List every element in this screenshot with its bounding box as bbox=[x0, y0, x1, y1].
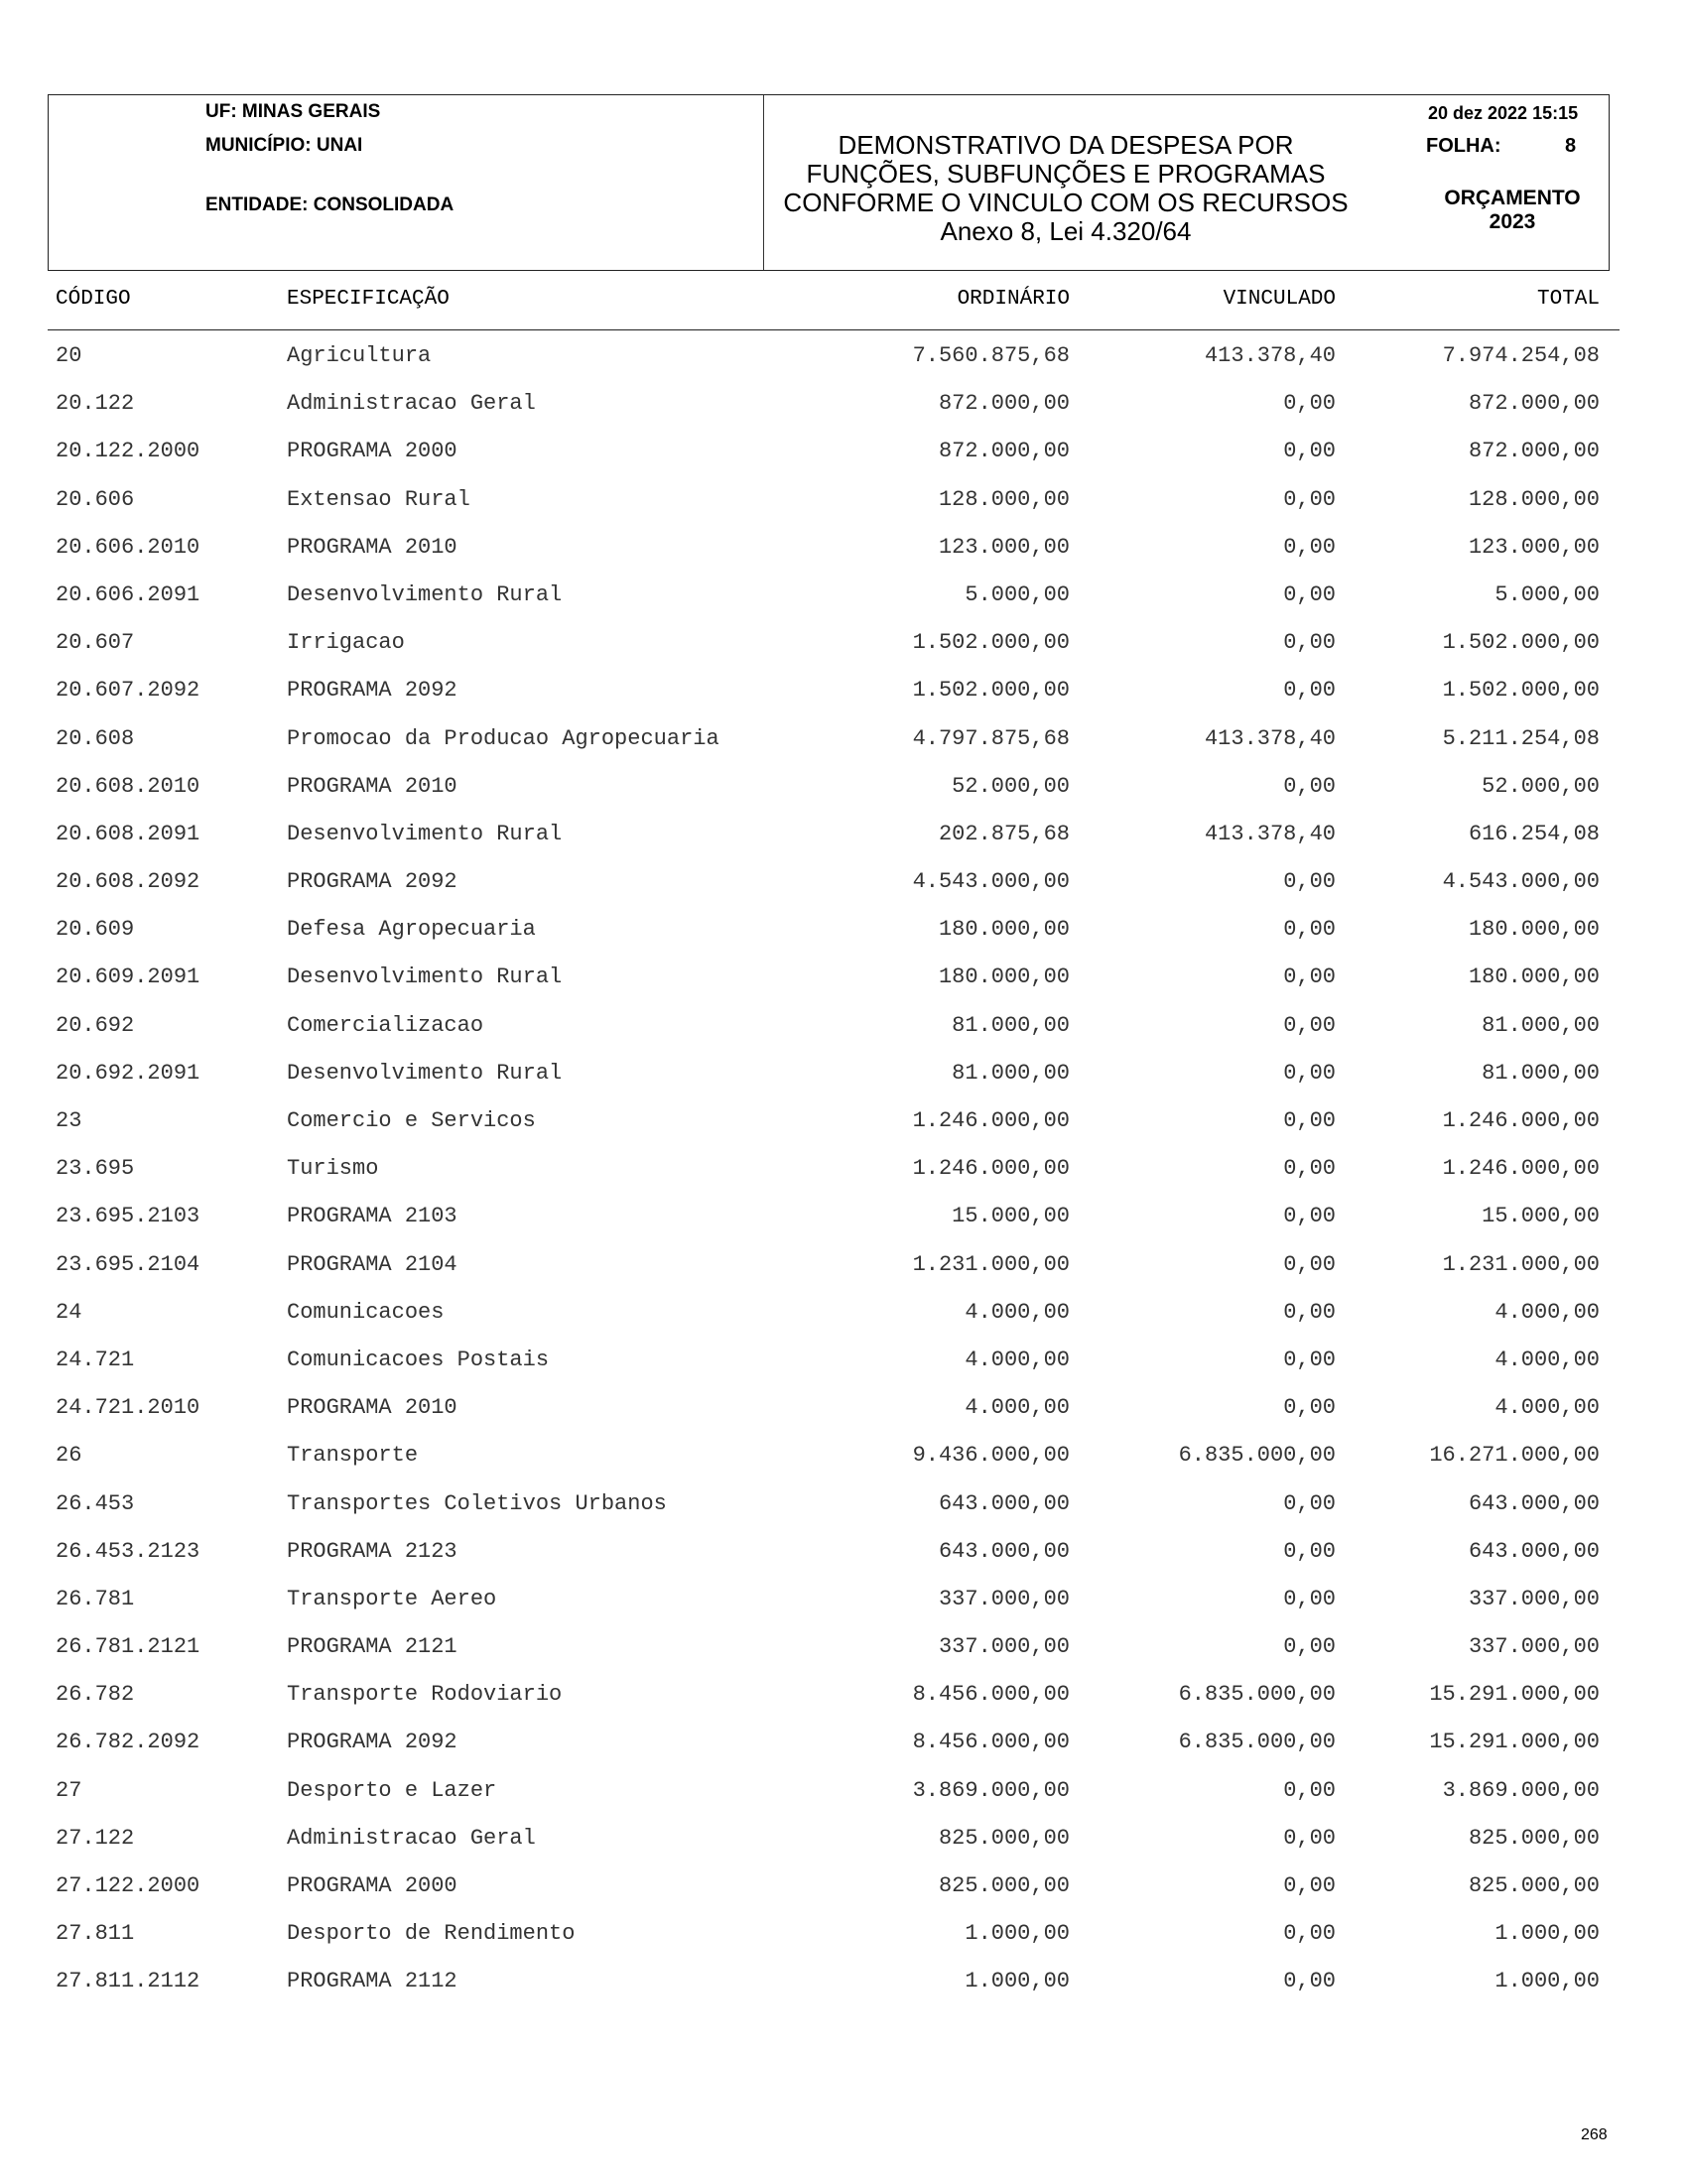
cell-codigo: 20.606.2010 bbox=[56, 534, 200, 560]
cell-ordinario: 81.000,00 bbox=[952, 1012, 1070, 1038]
cell-codigo: 20.607 bbox=[56, 630, 135, 656]
cell-total: 81.000,00 bbox=[1482, 1012, 1600, 1038]
cell-ordinario: 4.543.000,00 bbox=[912, 869, 1070, 895]
report-header-box bbox=[48, 94, 1610, 271]
table-row bbox=[0, 1150, 1688, 1198]
cell-codigo: 26.453 bbox=[56, 1490, 135, 1516]
cell-codigo: 23.695.2103 bbox=[56, 1204, 200, 1229]
table-row bbox=[0, 1772, 1688, 1820]
cell-total: 1.246.000,00 bbox=[1442, 1156, 1600, 1182]
cell-codigo: 20 bbox=[56, 343, 82, 368]
cell-especificacao: PROGRAMA 2103 bbox=[287, 1204, 457, 1229]
table-body bbox=[0, 337, 1688, 2011]
cell-codigo: 27.811 bbox=[56, 1921, 135, 1947]
cell-ordinario: 52.000,00 bbox=[952, 773, 1070, 799]
cell-especificacao: Turismo bbox=[287, 1156, 379, 1182]
cell-ordinario: 337.000,00 bbox=[938, 1634, 1070, 1660]
cell-ordinario: 643.000,00 bbox=[938, 1490, 1070, 1516]
cell-vinculado: 0,00 bbox=[1283, 1012, 1336, 1038]
cell-especificacao: Transporte Aereo bbox=[287, 1586, 497, 1611]
table-row bbox=[0, 1485, 1688, 1533]
cell-vinculado: 0,00 bbox=[1283, 534, 1336, 560]
cell-especificacao: Administracao Geral bbox=[287, 1825, 536, 1851]
cell-vinculado: 0,00 bbox=[1283, 630, 1336, 656]
cell-total: 825.000,00 bbox=[1468, 1873, 1600, 1898]
cell-codigo: 20.692.2091 bbox=[56, 1060, 200, 1086]
cell-especificacao: Desporto e Lazer bbox=[287, 1777, 497, 1803]
cell-ordinario: 202.875,68 bbox=[938, 821, 1070, 846]
cell-codigo: 20.122 bbox=[56, 391, 135, 417]
orcamento-label: ORÇAMENTO bbox=[1444, 187, 1581, 209]
table-row bbox=[0, 1963, 1688, 2010]
cell-ordinario: 7.560.875,68 bbox=[912, 343, 1070, 368]
cell-vinculado: 0,00 bbox=[1283, 1921, 1336, 1947]
cell-vinculado: 413.378,40 bbox=[1204, 343, 1336, 368]
cell-ordinario: 872.000,00 bbox=[938, 439, 1070, 464]
cell-ordinario: 4.000,00 bbox=[965, 1395, 1070, 1421]
cell-ordinario: 1.502.000,00 bbox=[912, 630, 1070, 656]
cell-codigo: 20.608.2091 bbox=[56, 821, 200, 846]
cell-total: 16.271.000,00 bbox=[1429, 1443, 1600, 1469]
cell-ordinario: 1.502.000,00 bbox=[912, 678, 1070, 704]
cell-codigo: 26.782 bbox=[56, 1682, 135, 1708]
table-row bbox=[0, 863, 1688, 911]
cell-especificacao: Desenvolvimento Rural bbox=[287, 821, 563, 846]
cell-vinculado: 0,00 bbox=[1283, 1299, 1336, 1325]
cell-especificacao: Comunicacoes Postais bbox=[287, 1347, 550, 1372]
cell-ordinario: 3.869.000,00 bbox=[912, 1777, 1070, 1803]
cell-ordinario: 180.000,00 bbox=[938, 917, 1070, 943]
table-row bbox=[0, 1246, 1688, 1294]
cell-especificacao: Transporte Rodoviario bbox=[287, 1682, 563, 1708]
table-row bbox=[0, 1007, 1688, 1055]
cell-vinculado: 0,00 bbox=[1283, 581, 1336, 607]
cell-total: 337.000,00 bbox=[1468, 1634, 1600, 1660]
cell-ordinario: 128.000,00 bbox=[938, 486, 1070, 512]
table-row bbox=[0, 1342, 1688, 1389]
table-row bbox=[0, 433, 1688, 480]
header-rule bbox=[48, 329, 1620, 330]
cell-vinculado: 0,00 bbox=[1283, 1873, 1336, 1898]
cell-total: 1.502.000,00 bbox=[1442, 678, 1600, 704]
cell-codigo: 26.781.2121 bbox=[56, 1634, 200, 1660]
folha-label: FOLHA: bbox=[1426, 135, 1501, 157]
cell-vinculado: 0,00 bbox=[1283, 1395, 1336, 1421]
table-row bbox=[0, 1724, 1688, 1771]
cell-total: 616.254,08 bbox=[1468, 821, 1600, 846]
cell-ordinario: 1.231.000,00 bbox=[912, 1251, 1070, 1277]
cell-vinculado: 0,00 bbox=[1283, 1108, 1336, 1133]
title-line: Anexo 8, Lei 4.320/64 bbox=[940, 216, 1192, 246]
cell-codigo: 23 bbox=[56, 1108, 82, 1133]
table-row bbox=[0, 1389, 1688, 1437]
cell-ordinario: 337.000,00 bbox=[938, 1586, 1070, 1611]
table-row bbox=[0, 577, 1688, 624]
cell-especificacao: Transportes Coletivos Urbanos bbox=[287, 1490, 667, 1516]
cell-total: 1.502.000,00 bbox=[1442, 630, 1600, 656]
cell-ordinario: 5.000,00 bbox=[965, 581, 1070, 607]
cell-vinculado: 0,00 bbox=[1283, 1634, 1336, 1660]
cell-especificacao: Desenvolvimento Rural bbox=[287, 581, 563, 607]
cell-total: 643.000,00 bbox=[1468, 1490, 1600, 1516]
orcamento-block bbox=[1428, 187, 1597, 234]
cell-vinculado: 0,00 bbox=[1283, 964, 1336, 990]
cell-ordinario: 4.797.875,68 bbox=[912, 725, 1070, 751]
cell-total: 1.000,00 bbox=[1494, 1921, 1600, 1947]
cell-total: 5.000,00 bbox=[1494, 581, 1600, 607]
cell-vinculado: 0,00 bbox=[1283, 1969, 1336, 1994]
orcamento-year: 2023 bbox=[1489, 210, 1536, 233]
cell-codigo: 20.606.2091 bbox=[56, 581, 200, 607]
cell-codigo: 24 bbox=[56, 1299, 82, 1325]
cell-vinculado: 0,00 bbox=[1283, 1251, 1336, 1277]
cell-especificacao: PROGRAMA 2112 bbox=[287, 1969, 457, 1994]
table-row bbox=[0, 1628, 1688, 1676]
cell-vinculado: 0,00 bbox=[1283, 486, 1336, 512]
cell-especificacao: Irrigacao bbox=[287, 630, 405, 656]
cell-vinculado: 0,00 bbox=[1283, 1347, 1336, 1372]
cell-vinculado: 413.378,40 bbox=[1204, 821, 1336, 846]
cell-vinculado: 0,00 bbox=[1283, 1156, 1336, 1182]
uf-label: UF: MINAS GERAIS bbox=[205, 101, 381, 122]
table-row bbox=[0, 1533, 1688, 1581]
cell-ordinario: 15.000,00 bbox=[952, 1204, 1070, 1229]
cell-vinculado: 0,00 bbox=[1283, 678, 1336, 704]
cell-especificacao: PROGRAMA 2092 bbox=[287, 1730, 457, 1755]
cell-codigo: 26 bbox=[56, 1443, 82, 1469]
table-row bbox=[0, 1915, 1688, 1963]
cell-ordinario: 9.436.000,00 bbox=[912, 1443, 1070, 1469]
cell-total: 15.291.000,00 bbox=[1429, 1682, 1600, 1708]
cell-codigo: 20.608 bbox=[56, 725, 135, 751]
cell-especificacao: Administracao Geral bbox=[287, 391, 536, 417]
cell-total: 825.000,00 bbox=[1468, 1825, 1600, 1851]
cell-especificacao: PROGRAMA 2123 bbox=[287, 1538, 457, 1564]
page-number: 268 bbox=[1581, 2126, 1608, 2143]
cell-codigo: 26.782.2092 bbox=[56, 1730, 200, 1755]
table-row bbox=[0, 624, 1688, 672]
cell-codigo: 20.122.2000 bbox=[56, 439, 200, 464]
cell-especificacao: PROGRAMA 2010 bbox=[287, 534, 457, 560]
table-row bbox=[0, 1581, 1688, 1628]
title-line: DEMONSTRATIVO DA DESPESA POR bbox=[838, 130, 1294, 160]
cell-vinculado: 0,00 bbox=[1283, 917, 1336, 943]
cell-especificacao: PROGRAMA 2121 bbox=[287, 1634, 457, 1660]
cell-total: 643.000,00 bbox=[1468, 1538, 1600, 1564]
cell-ordinario: 8.456.000,00 bbox=[912, 1730, 1070, 1755]
cell-especificacao: Comercio e Servicos bbox=[287, 1108, 536, 1133]
cell-ordinario: 123.000,00 bbox=[938, 534, 1070, 560]
table-row bbox=[0, 672, 1688, 719]
cell-total: 1.231.000,00 bbox=[1442, 1251, 1600, 1277]
cell-ordinario: 825.000,00 bbox=[938, 1825, 1070, 1851]
cell-especificacao: Agricultura bbox=[287, 343, 432, 368]
table-row bbox=[0, 1820, 1688, 1867]
cell-codigo: 23.695.2104 bbox=[56, 1251, 200, 1277]
column-total: TOTAL bbox=[1536, 288, 1600, 311]
cell-codigo: 20.607.2092 bbox=[56, 678, 200, 704]
cell-vinculado: 0,00 bbox=[1283, 869, 1336, 895]
table-row bbox=[0, 720, 1688, 768]
cell-codigo: 27.122 bbox=[56, 1825, 135, 1851]
cell-especificacao: PROGRAMA 2092 bbox=[287, 678, 457, 704]
cell-total: 4.000,00 bbox=[1494, 1347, 1600, 1372]
cell-total: 872.000,00 bbox=[1468, 439, 1600, 464]
cell-vinculado: 0,00 bbox=[1283, 1060, 1336, 1086]
cell-vinculado: 0,00 bbox=[1283, 1825, 1336, 1851]
cell-especificacao: PROGRAMA 2000 bbox=[287, 1873, 457, 1898]
cell-codigo: 23.695 bbox=[56, 1156, 135, 1182]
table-row bbox=[0, 1198, 1688, 1245]
folha-value: 8 bbox=[1565, 135, 1577, 157]
cell-especificacao: Desenvolvimento Rural bbox=[287, 1060, 563, 1086]
table-row bbox=[0, 481, 1688, 529]
cell-total: 81.000,00 bbox=[1482, 1060, 1600, 1086]
cell-codigo: 26.781 bbox=[56, 1586, 135, 1611]
cell-total: 4.543.000,00 bbox=[1442, 869, 1600, 895]
report-datetime: 20 dez 2022 15:15 bbox=[1428, 103, 1579, 123]
cell-ordinario: 180.000,00 bbox=[938, 964, 1070, 990]
cell-ordinario: 81.000,00 bbox=[952, 1060, 1070, 1086]
cell-especificacao: PROGRAMA 2010 bbox=[287, 1395, 457, 1421]
table-row bbox=[0, 1437, 1688, 1484]
cell-total: 15.291.000,00 bbox=[1429, 1730, 1600, 1755]
cell-ordinario: 643.000,00 bbox=[938, 1538, 1070, 1564]
cell-vinculado: 6.835.000,00 bbox=[1178, 1730, 1336, 1755]
cell-especificacao: Desenvolvimento Rural bbox=[287, 964, 563, 990]
cell-codigo: 20.609.2091 bbox=[56, 964, 200, 990]
cell-codigo: 27.122.2000 bbox=[56, 1873, 200, 1898]
title-line: CONFORME O VINCULO COM OS RECURSOS bbox=[783, 188, 1349, 217]
table-row bbox=[0, 816, 1688, 863]
cell-especificacao: Transporte bbox=[287, 1443, 419, 1469]
cell-codigo: 24.721 bbox=[56, 1347, 135, 1372]
municipio-label: MUNICÍPIO: UNAI bbox=[205, 135, 363, 156]
cell-codigo: 20.609 bbox=[56, 917, 135, 943]
cell-total: 5.211.254,08 bbox=[1442, 725, 1600, 751]
cell-especificacao: Desporto de Rendimento bbox=[287, 1921, 576, 1947]
cell-especificacao: Extensao Rural bbox=[287, 486, 470, 512]
cell-codigo: 24.721.2010 bbox=[56, 1395, 200, 1421]
cell-codigo: 27.811.2112 bbox=[56, 1969, 200, 1994]
cell-codigo: 20.692 bbox=[56, 1012, 135, 1038]
cell-especificacao: Promocao da Producao Agropecuaria bbox=[287, 725, 719, 751]
cell-especificacao: PROGRAMA 2000 bbox=[287, 439, 457, 464]
cell-total: 15.000,00 bbox=[1482, 1204, 1600, 1229]
table-row bbox=[0, 768, 1688, 816]
cell-total: 7.974.254,08 bbox=[1442, 343, 1600, 368]
cell-total: 52.000,00 bbox=[1482, 773, 1600, 799]
cell-total: 1.000,00 bbox=[1494, 1969, 1600, 1994]
cell-vinculado: 0,00 bbox=[1283, 391, 1336, 417]
table-column-header bbox=[0, 288, 1688, 318]
cell-ordinario: 1.000,00 bbox=[965, 1969, 1070, 1994]
table-row bbox=[0, 911, 1688, 959]
table-row bbox=[0, 1676, 1688, 1724]
cell-especificacao: PROGRAMA 2010 bbox=[287, 773, 457, 799]
cell-especificacao: Comercializacao bbox=[287, 1012, 484, 1038]
cell-ordinario: 825.000,00 bbox=[938, 1873, 1070, 1898]
cell-ordinario: 1.000,00 bbox=[965, 1921, 1070, 1947]
table-row bbox=[0, 1867, 1688, 1915]
cell-total: 4.000,00 bbox=[1494, 1395, 1600, 1421]
table-row bbox=[0, 529, 1688, 577]
cell-codigo: 20.608.2010 bbox=[56, 773, 200, 799]
column-especificacao: ESPECIFICAÇÃO bbox=[287, 288, 450, 311]
cell-vinculado: 6.835.000,00 bbox=[1178, 1443, 1336, 1469]
cell-total: 123.000,00 bbox=[1468, 534, 1600, 560]
cell-vinculado: 0,00 bbox=[1283, 773, 1336, 799]
cell-ordinario: 8.456.000,00 bbox=[912, 1682, 1070, 1708]
cell-ordinario: 4.000,00 bbox=[965, 1347, 1070, 1372]
cell-vinculado: 413.378,40 bbox=[1204, 725, 1336, 751]
cell-especificacao: PROGRAMA 2092 bbox=[287, 869, 457, 895]
cell-especificacao: Defesa Agropecuaria bbox=[287, 917, 536, 943]
cell-total: 1.246.000,00 bbox=[1442, 1108, 1600, 1133]
cell-total: 872.000,00 bbox=[1468, 391, 1600, 417]
cell-total: 3.869.000,00 bbox=[1442, 1777, 1600, 1803]
cell-especificacao: PROGRAMA 2104 bbox=[287, 1251, 457, 1277]
cell-vinculado: 0,00 bbox=[1283, 439, 1336, 464]
column-codigo: CÓDIGO bbox=[56, 288, 131, 311]
table-row bbox=[0, 1294, 1688, 1342]
entidade-label: ENTIDADE: CONSOLIDADA bbox=[205, 194, 454, 215]
report-title bbox=[763, 131, 1368, 246]
cell-ordinario: 1.246.000,00 bbox=[912, 1108, 1070, 1133]
column-ordinario: ORDINÁRIO bbox=[957, 288, 1070, 311]
cell-total: 180.000,00 bbox=[1468, 964, 1600, 990]
cell-vinculado: 0,00 bbox=[1283, 1538, 1336, 1564]
cell-vinculado: 0,00 bbox=[1283, 1204, 1336, 1229]
cell-ordinario: 872.000,00 bbox=[938, 391, 1070, 417]
cell-vinculado: 0,00 bbox=[1283, 1490, 1336, 1516]
cell-vinculado: 0,00 bbox=[1283, 1586, 1336, 1611]
title-line: FUNÇÕES, SUBFUNÇÕES E PROGRAMAS bbox=[806, 159, 1326, 189]
table-row bbox=[0, 1055, 1688, 1102]
cell-total: 128.000,00 bbox=[1468, 486, 1600, 512]
cell-total: 4.000,00 bbox=[1494, 1299, 1600, 1325]
cell-ordinario: 1.246.000,00 bbox=[912, 1156, 1070, 1182]
table-row bbox=[0, 959, 1688, 1006]
cell-codigo: 26.453.2123 bbox=[56, 1538, 200, 1564]
table-row bbox=[0, 385, 1688, 433]
column-vinculado: VINCULADO bbox=[1223, 288, 1336, 311]
cell-total: 337.000,00 bbox=[1468, 1586, 1600, 1611]
cell-codigo: 27 bbox=[56, 1777, 82, 1803]
cell-codigo: 20.606 bbox=[56, 486, 135, 512]
cell-total: 180.000,00 bbox=[1468, 917, 1600, 943]
cell-especificacao: Comunicacoes bbox=[287, 1299, 445, 1325]
cell-vinculado: 0,00 bbox=[1283, 1777, 1336, 1803]
table-row bbox=[0, 1102, 1688, 1150]
cell-vinculado: 6.835.000,00 bbox=[1178, 1682, 1336, 1708]
table-row bbox=[0, 337, 1688, 385]
cell-ordinario: 4.000,00 bbox=[965, 1299, 1070, 1325]
cell-codigo: 20.608.2092 bbox=[56, 869, 200, 895]
